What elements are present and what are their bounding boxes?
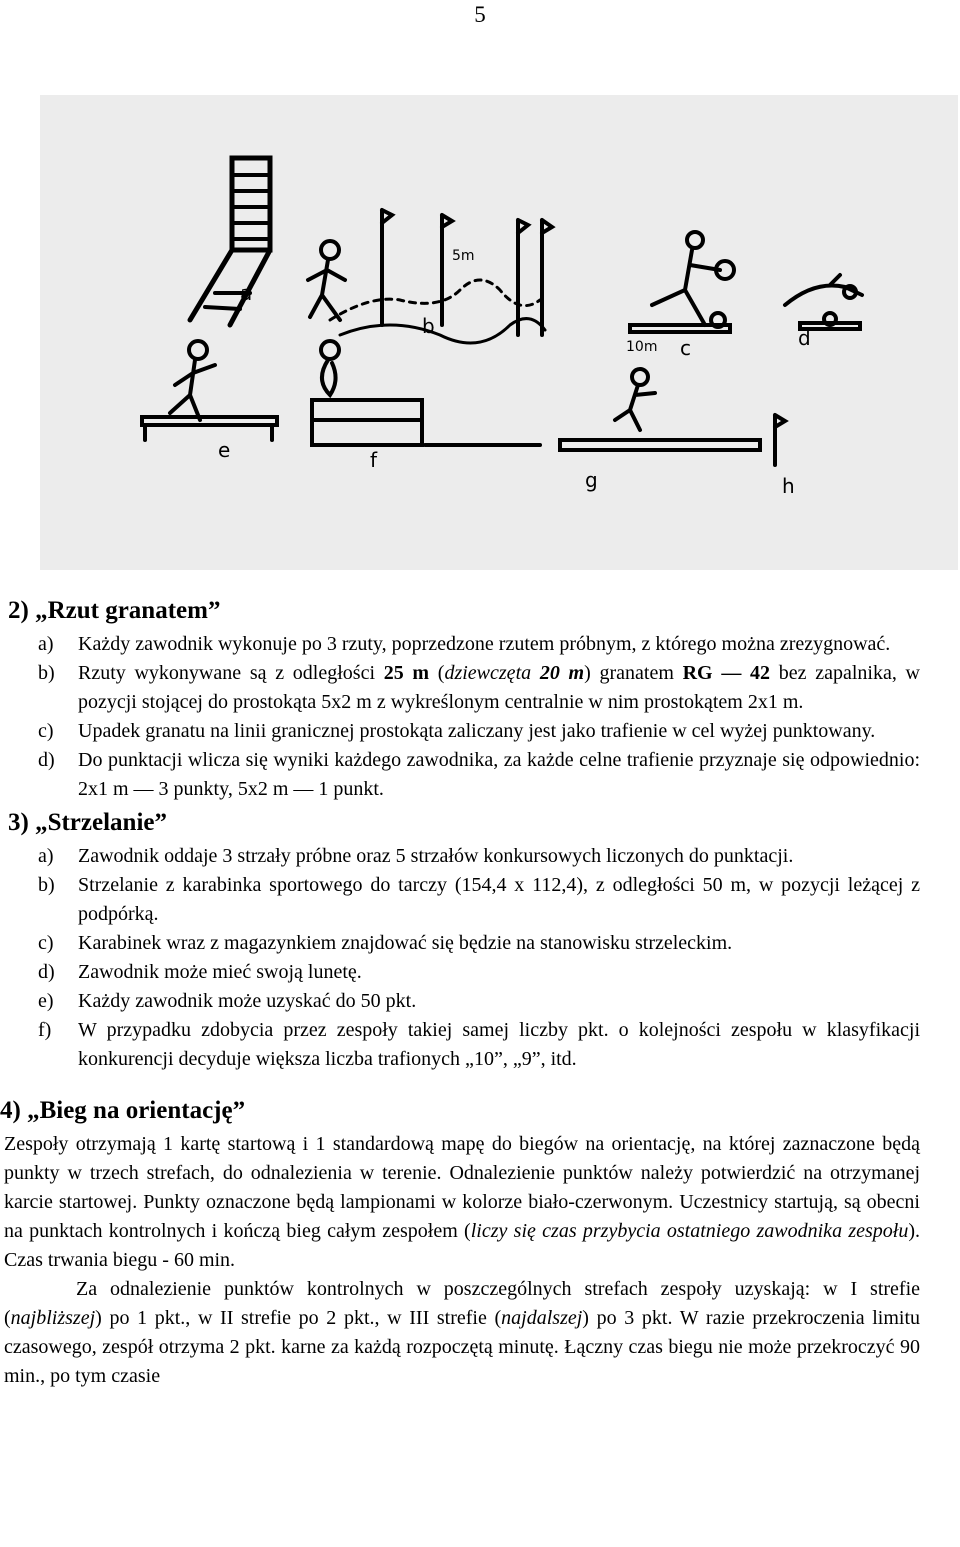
list-item (0, 659, 960, 717)
girls-distance-value: 20 m (539, 662, 585, 684)
figure-label-f: f (370, 448, 378, 472)
list-item-text: ) granatem (584, 662, 683, 684)
figure-label-g: g (585, 468, 598, 492)
grenade-model: RG — 42 (682, 662, 771, 684)
list-item (0, 1016, 960, 1074)
paragraph (0, 1275, 960, 1391)
list-item-text: Strzelanie z karabinka sportowego do tarczy (154,4 x 112,4), z odległości 50 m, w pozycji leżącej z podpórką. (78, 874, 920, 925)
figure-label-10m: 10m (626, 339, 658, 355)
figure-label-b: b (422, 314, 435, 338)
list-item-label: c) (38, 720, 54, 742)
paragraph-text: Za odnalezienie punktów kontrolnych w poszczególnych strefach zespoły uzyskają: w I strefie ( (4, 1278, 920, 1329)
list-item-text: Do punktacji wlicza się wyniki każdego zawodnika, za każde celne trafienie przyznaje się odpowiednio: 2x1 m — 3 punkty, 5x2 m — 1 punkt. (78, 749, 920, 800)
section-3-number: 3) (8, 809, 29, 836)
list-item-label: b) (38, 874, 55, 896)
figure-label-a: a (240, 281, 253, 305)
paragraph (0, 1130, 960, 1275)
list-item-label: a) (38, 845, 54, 867)
paragraph-italic: liczy się czas przybycia ostatniego zawodnika zespołu (470, 1220, 909, 1242)
paragraph-text: ) po 3 pkt. W razie przekroczenia limitu czasowego, zespół otrzyma 2 pkt. karne za każdą rozpoczętą minutę. Łączny czas biegu nie może przekroczyć 90 min., po tym czasie (4, 1307, 921, 1387)
list-item (0, 871, 960, 929)
list-item-text: Rzuty wykonywane są z odległości (78, 662, 384, 684)
girls-label: dziewczęta (444, 662, 540, 684)
list-item (0, 842, 960, 871)
section-3-title: „Strzelanie” (35, 809, 167, 836)
list-item-text: ( (429, 662, 445, 684)
figure-label-c: c (680, 336, 691, 360)
list-item-label: c) (38, 932, 54, 954)
list-item-text: Zawodnik może mieć swoją lunetę. (78, 961, 362, 983)
list-item (0, 987, 960, 1016)
obstacle-course-drawing (40, 95, 958, 570)
list-item-text: Każdy zawodnik wykonuje po 3 rzuty, poprzedzone rzutem próbnym, z którego można zrezygnować. (78, 633, 891, 655)
figure-label-h: h (782, 474, 795, 498)
list-item (0, 630, 960, 659)
list-item-label: b) (38, 662, 55, 684)
document-body (0, 592, 960, 1391)
list-item-label: e) (38, 990, 54, 1012)
list-item-text: Karabinek wraz z magazynkiem znajdować się będzie na stanowisku strzeleckim. (78, 932, 733, 954)
paragraph-text: ) po 1 pkt., w II strefie po 2 pkt., w III strefie ( (95, 1307, 502, 1329)
list-item (0, 929, 960, 958)
list-item (0, 717, 960, 746)
section-4-title: „Bieg na orientację” (27, 1097, 246, 1124)
list-item-text: Upadek granatu na linii granicznej prostokąta zaliczany jest jako trafienie w cel wyżej punktowany. (78, 720, 876, 742)
section-2-title: „Rzut granatem” (35, 597, 221, 624)
list-item-text: W przypadku zdobycia przez zespoły takiej samej liczby pkt. o kolejności zespołu w klasyfikacji konkurencji decyduje większa liczba trafionych „10”, „9”, itd. (78, 1019, 920, 1070)
paragraph-italic: najbliższej (10, 1307, 96, 1329)
section-3-heading (0, 804, 960, 842)
list-item-label: d) (38, 749, 55, 771)
figure-label-5m: 5m (452, 248, 475, 264)
paragraph-text: Zespoły otrzymają 1 kartę startową i 1 standardową mapę do biegów na orientację, na której zaznaczone będą punkty w trzech strefach, do odnalezienia w terenie. Odnalezienie punktów należy potwierdzić na otrzymanej karcie startowej. Punkty oznaczone będą lampionami w kolorze biało-czerwonym. Uczestnicy startują, są obecni na punktach kontrolnych i kończą bieg całym zespołem ( (4, 1133, 920, 1242)
figure-label-d: d (798, 326, 811, 350)
list-item-label: d) (38, 961, 55, 983)
paragraph-text: ). Czas trwania biegu - 60 min. (4, 1220, 921, 1271)
list-item-label: a) (38, 633, 54, 655)
page-number: 5 (474, 2, 486, 27)
list-item (0, 746, 960, 804)
section-2-heading (0, 592, 960, 630)
list-item-text: bez zapalnika, w pozycji stojącej do prostokąta 5x2 m z wykreślonym centralnie w nim prostokątem 2x1 m. (78, 662, 920, 713)
section-4-heading (0, 1092, 960, 1130)
list-item-text: Każdy zawodnik może uzyskać do 50 pkt. (78, 990, 417, 1012)
list-item-label: f) (38, 1019, 52, 1041)
paragraph-italic: najdalszej (501, 1307, 583, 1329)
figure-label-e: e (218, 438, 231, 462)
list-item (0, 958, 960, 987)
list-item-text: Zawodnik oddaje 3 strzały próbne oraz 5 strzałów konkursowych liczonych do punktacji. (78, 845, 794, 867)
section-2-number: 2) (8, 597, 29, 624)
obstacle-course-illustration (40, 95, 958, 570)
distance-value: 25 m (383, 662, 430, 684)
section-4-number: 4) (0, 1097, 21, 1124)
